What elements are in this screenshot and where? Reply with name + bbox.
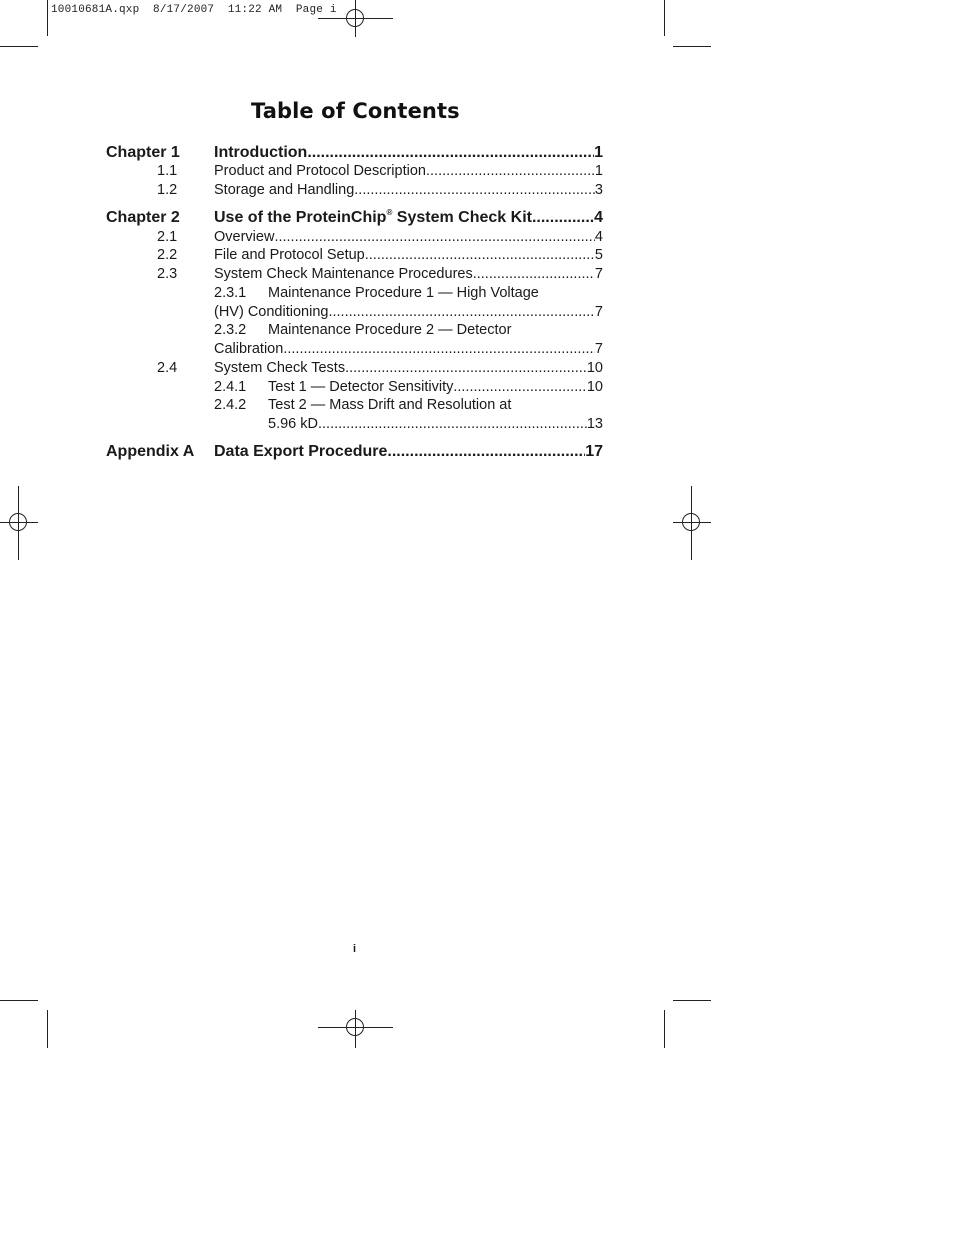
toc-entry-title: Maintenance Procedure 1 — High Voltage xyxy=(268,285,539,301)
crop-mark-top-left-h xyxy=(0,46,38,47)
toc-entry-title: Data Export Procedure xyxy=(214,443,388,460)
toc-leader-dots xyxy=(345,360,587,376)
toc-leader-dots xyxy=(307,144,594,162)
toc-entry-2-3-2 xyxy=(106,322,603,342)
toc-entry-appendix-a xyxy=(106,443,603,463)
toc-leader-dots xyxy=(453,379,587,395)
toc-entry-2-2 xyxy=(106,247,603,267)
toc-entry-1-2 xyxy=(106,182,603,202)
toc-entry-title: File and Protocol Setup xyxy=(214,247,365,263)
toc-entry-2-4-1 xyxy=(106,379,603,399)
crop-mark-bottom-left-h xyxy=(0,1000,38,1001)
toc-section-number: 2.3.2 xyxy=(214,322,247,338)
toc-page-number: 5 xyxy=(594,247,603,263)
toc-entry-2-4-2-cont xyxy=(106,416,603,436)
toc-page-number: 10 xyxy=(586,360,603,376)
toc-page-number: 7 xyxy=(594,266,603,282)
toc-page-number: 7 xyxy=(594,341,603,357)
toc-page-number: 17 xyxy=(585,443,603,460)
toc-chapter-label: Chapter 1 xyxy=(106,144,180,161)
toc-leader-dots xyxy=(387,443,585,461)
toc-entry-title: Overview xyxy=(214,229,275,245)
crop-mark-bottom-right-h xyxy=(673,1000,711,1001)
toc-section-number: 2.4.1 xyxy=(214,379,247,395)
toc-leader-dots xyxy=(365,247,595,263)
toc-entry-title: System Check Maintenance Procedures xyxy=(214,266,473,282)
toc-entry-title-cont: Calibration xyxy=(214,341,284,357)
toc-entry-title: Storage and Handling xyxy=(214,182,355,198)
toc-leader-dots xyxy=(426,163,595,179)
page-title: Table of Contents xyxy=(251,99,460,123)
toc-leader-dots xyxy=(532,209,594,227)
toc-section-number: 1.1 xyxy=(157,163,178,179)
crop-mark-top-right-h xyxy=(673,46,711,47)
toc-entry-title: Use of the ProteinChip® System Check Kit xyxy=(214,209,532,226)
toc-entry-1-1 xyxy=(106,163,603,183)
toc-entry-2-3-1 xyxy=(106,285,603,305)
crop-mark-bottom-left-v xyxy=(47,1010,48,1048)
toc-entry-title: System Check Tests xyxy=(214,360,346,376)
toc-section-number: 1.2 xyxy=(157,182,178,198)
toc-page-number: 1 xyxy=(594,144,603,161)
toc-leader-dots xyxy=(318,416,587,432)
toc-leader-dots xyxy=(283,341,595,357)
toc-entry-2-3-2-cont xyxy=(106,341,603,361)
crop-mark-top-left-v xyxy=(47,0,48,36)
toc-entry-title: Product and Protocol Description xyxy=(214,163,426,179)
toc-section-number: 2.3 xyxy=(157,266,178,282)
toc-section-number: 2.4 xyxy=(157,360,178,376)
toc-entry-2-1 xyxy=(106,229,603,249)
toc-entry-title: Maintenance Procedure 2 — Detector xyxy=(268,322,512,338)
toc-chapter-label: Chapter 2 xyxy=(106,209,180,226)
toc-entry-title-cont: 5.96 kD xyxy=(268,416,318,432)
crop-mark-top-right-v xyxy=(664,0,665,36)
toc-entry-2-4-2 xyxy=(106,397,603,417)
toc-entry-title-cont: (HV) Conditioning xyxy=(214,304,329,320)
toc-page-number: 10 xyxy=(586,379,603,395)
registered-mark: ® xyxy=(386,209,393,217)
toc-leader-dots xyxy=(274,229,594,245)
toc-page-number: 7 xyxy=(594,304,603,320)
toc-entry-chapter-1 xyxy=(106,144,603,164)
toc-page-number: 4 xyxy=(594,229,603,245)
print-slug: 10010681A.qxp 8/17/2007 11:22 AM Page i xyxy=(51,4,337,16)
toc-page-number: 4 xyxy=(594,209,603,226)
toc-page-number: 1 xyxy=(594,163,603,179)
toc-section-number: 2.1 xyxy=(157,229,178,245)
toc-leader-dots xyxy=(473,266,595,282)
page-folio: i xyxy=(353,943,357,955)
toc-chapter-label: Appendix A xyxy=(106,443,195,460)
crop-mark-bottom-right-v xyxy=(664,1010,665,1048)
toc-entry-2-4 xyxy=(106,360,603,380)
toc-entry-title: Test 2 — Mass Drift and Resolution at xyxy=(268,397,512,413)
toc-section-number: 2.3.1 xyxy=(214,285,247,301)
toc-page-number: 3 xyxy=(594,182,603,198)
toc-section-number: 2.2 xyxy=(157,247,178,263)
toc-entry-2-3-1-cont xyxy=(106,304,603,324)
toc-entry-title: Introduction xyxy=(214,144,308,161)
toc-leader-dots xyxy=(328,304,594,320)
toc-entry-chapter-2 xyxy=(106,209,603,229)
toc-section-number: 2.4.2 xyxy=(214,397,247,413)
toc-entry-2-3 xyxy=(106,266,603,286)
toc-page-number: 13 xyxy=(586,416,603,432)
toc-leader-dots xyxy=(354,182,595,198)
toc-entry-title: Test 1 — Detector Sensitivity xyxy=(268,379,454,395)
